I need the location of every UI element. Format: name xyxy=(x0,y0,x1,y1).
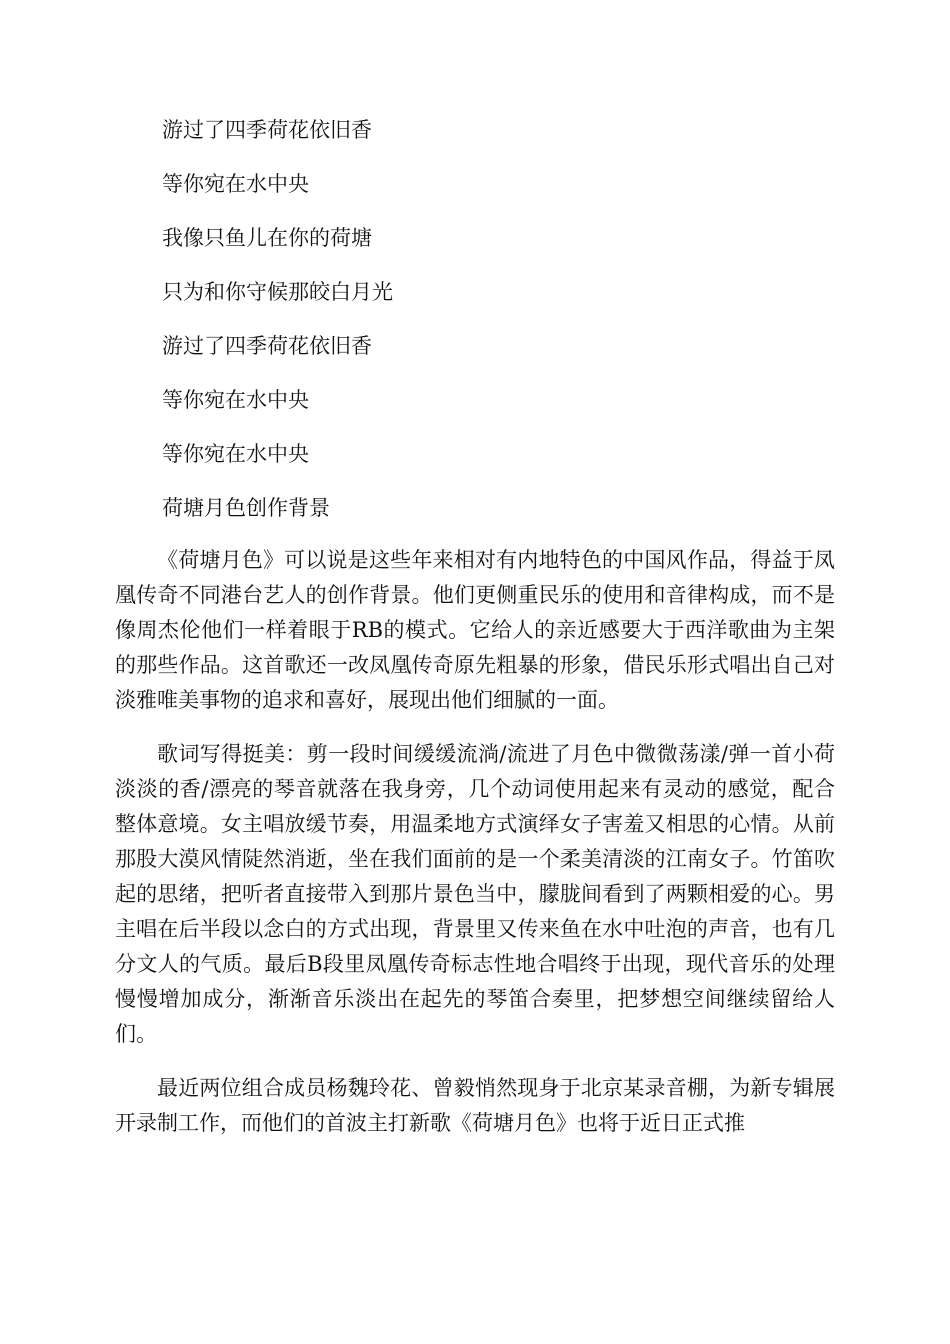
body-text xyxy=(115,543,835,1160)
section-heading: 荷塘月色创作背景 xyxy=(162,496,330,520)
lyrics-block xyxy=(162,110,842,542)
lyric-line: 等你宛在水中央 xyxy=(162,442,309,466)
paragraph: 最近两位组合成员杨魏玲花、曾毅悄然现身于北京某录音棚，为新专辑展开录制工作，而他们的首波主打新歌《荷塘月色》也将于近日正式推 xyxy=(115,1076,835,1135)
lyric-line: 只为和你守候那皎白月光 xyxy=(162,280,393,304)
paragraph: 《荷塘月色》可以说是这些年来相对有内地特色的中国风作品，得益于凤凰传奇不同港台艺人的创作背景。他们更侧重民乐的使用和音律构成，而不是像周杰伦他们一样着眼于RB的模式。它给人的亲近感要大于西洋歌曲为主架的那些作品。这首歌还一改凤凰传奇原先粗暴的形象，借民乐形式唱出自己对淡雅唯美事物的追求和喜好，展现出他们细腻的一面。 xyxy=(115,548,835,712)
paragraph: 歌词写得挺美：剪一段时间缓缓流淌/流进了月色中微微荡漾/弹一首小荷淡淡的香/漂亮的琴音就落在我身旁，几个动词使用起来有灵动的感觉，配合整体意境。女主唱放缓节奏，用温柔地方式演绎女子害羞又相思的心情。从前那股大漠风情陡然消逝，坐在我们面前的是一个柔美清淡的江南女子。竹笛吹起的思绪，把听者直接带入到那片景色当中，朦胧间看到了两颗相爱的心。男主唱在后半段以念白的方式出现，背景里又传来鱼在水中吐泡的声音，也有几分文人的气质。最后B段里凤凰传奇标志性地合唱终于出现，现代音乐的处理慢慢增加成分，渐渐音乐淡出在起先的琴笛合奏里，把梦想空间继续留给人们。 xyxy=(115,742,835,1046)
lyric-line: 我像只鱼儿在你的荷塘 xyxy=(162,226,372,250)
lyric-line: 游过了四季荷花依旧香 xyxy=(162,118,372,142)
lyric-line: 等你宛在水中央 xyxy=(162,172,309,196)
lyric-line: 游过了四季荷花依旧香 xyxy=(162,334,372,358)
lyric-line: 等你宛在水中央 xyxy=(162,388,309,412)
